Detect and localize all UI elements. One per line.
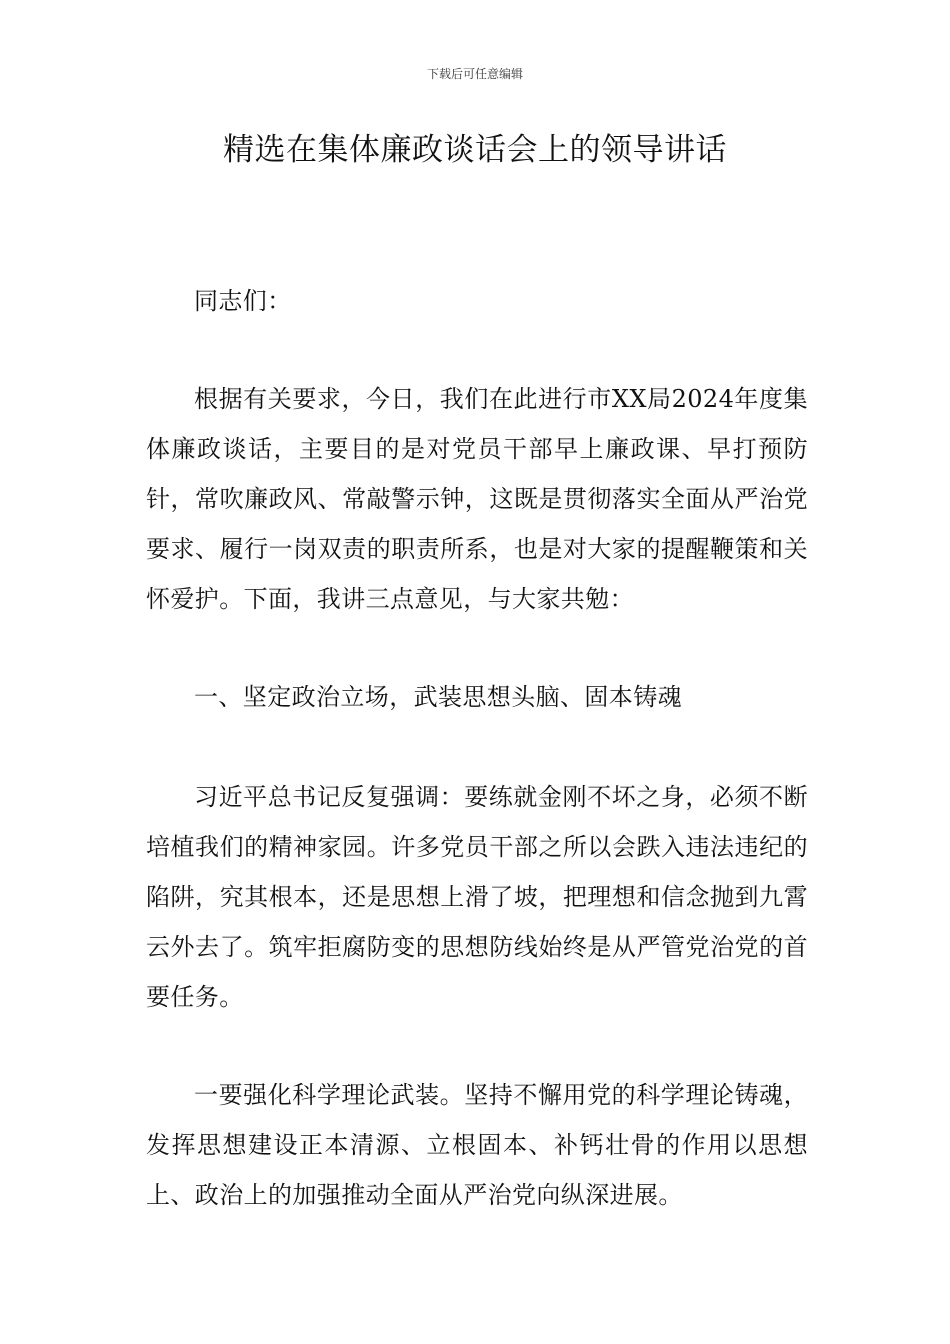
section1-paragraph-2: 一要强化科学理论武装。坚持不懈用党的科学理论铸魂，发挥思想建设正本清源、立根固本、补钙壮骨的作用以思想上、政治上的加强推动全面从严治党向纵深进展。 xyxy=(146,1081,808,1209)
document-title: 精选在集体廉政谈话会上的领导讲话 xyxy=(223,132,727,168)
intro-paragraph: 根据有关要求，今日，我们在此进行市XX局2024年度集体廉政谈话，主要目的是对党员干部早上廉政课、早打预防针，常吹廉政风、常敲警示钟，这既是贯彻落实全面从严治党要求、履行一岗双责的职责所系，也是对大家的提醒鞭策和关怀爱护。下面，我讲三点意见，与大家共勉： xyxy=(146,385,808,613)
greeting-paragraph: 同志们： xyxy=(194,287,292,315)
page-header-note: 下载后可任意编辑 xyxy=(426,67,523,81)
section-heading-1: 一、坚定政治立场，武装思想头脑、固本铸魂 xyxy=(194,683,682,711)
section1-paragraph-1: 习近平总书记反复强调：要练就金刚不坏之身，必须不断培植我们的精神家园。许多党员干部之所以会跌入违法违纪的陷阱，究其根本，还是思想上滑了坡，把理想和信念抛到九霄云外去了。筑牢拒腐防变的思想防线始终是从严管党治党的首要任务。 xyxy=(146,783,808,1011)
